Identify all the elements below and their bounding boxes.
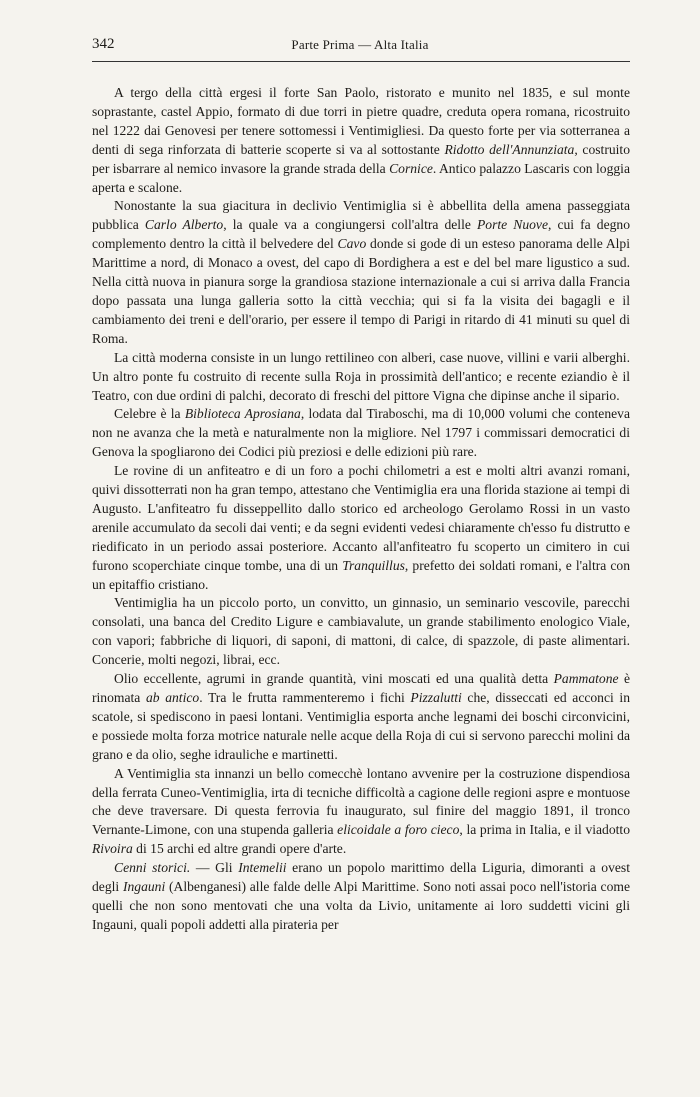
paragraph [92,405,630,462]
italic-text: Pammatone [553,671,619,687]
italic-text: Ridotto dell'Annunziata [444,141,575,157]
text-run: Le rovine di un anfiteatro e di un foro a pochi chilometri a est e molti altri avanzi romani, quivi dissotterrati non ha gran tempo, attestano che Ventimiglia era una florida stazione ai tempi di Augusto. L'anfiteatro fu disseppellito dallo storico ed archeologo Gerolamo Rossi in un vasto arenile accumulato da secoli dai venti; e da segni evidenti vedesi chiaramente ch'esso fu distrutto e riedificato in un periodo assai posteriore. Accanto all'anfiteatro fu scoperto un cimitero in cui furono scoperchiate cinque tombe, una di un [92,463,630,573]
text-run: , la prima in Italia, e il viadotto [459,822,630,838]
text-run: , prefetto dei soldati romani, e l'altra con un epitaffio cristiano. [92,557,630,592]
running-title: Parte Prima — Alta Italia [291,37,429,52]
italic-text: Cavo [337,236,367,252]
paragraph [92,859,630,935]
text-run: Celebre è la [114,406,185,422]
paragraph [92,462,630,594]
text-run: — Gli [190,860,239,876]
header-rule [92,61,630,62]
italic-text: Intemelii [238,860,287,876]
paragraph [92,349,630,406]
text-run: , costruito per isbarrare al nemico invasore la grande strada della [92,141,630,176]
text-run: è rinomata [92,671,630,705]
page-number: 342 [92,36,115,52]
text-run: A Ventimiglia sta innanzi un bello comecchè lontano avvenire per la costruzione dispendiosa della ferrata Cuneo-Ventimiglia, irta di tecniche difficoltà a cagione delle regioni aspre e montuose che deve traversare. Di questa ferrovia fu inaugurato, sul finire del maggio 1891, il tronco Vernante-Limone, con una stupenda galleria [92,765,630,838]
italic-text: Biblioteca Aprosiana [184,406,301,422]
text-run: La città moderna consiste in un lungo rettilineo con alberi, case nuove, villini e varii alberghi. Un altro ponte fu costruito di recente sulla Roja in prossimità dell'antico; e recente eziandio è il Teatro, con due ordini di palchi, decorato di freschi del pittore Vigna che dipinse anche il sipario. [92,349,630,403]
italic-text: elicoidale a foro cieco [337,822,460,838]
text-run: , lodata dal Tiraboschi, ma di 10,000 volumi che conteneva non ne avanza che la metà e naturalmente non la migliore. Nel 1797 i commissari democratici di Genova la spogliarono dei Codici più preziosi e delle edizioni più rare. [92,406,630,460]
text-run: . Antico palazzo Lascaris con loggia aperta e scalone. [92,160,630,195]
text-run: donde si gode di un esteso panorama delle Alpi Marittime a nord, di Monaco a ovest, del capo di Bordighera a est e del bel mare ligustico a sud. Nella città nuova in pianura sorge la grandiosa stazione internazionale a cui si arriva dalla Francia dopo passata una lunga galleria sotto la città vecchia; qui si fa la visita dei bagagli e il cambiamento dei treni e dell'orario, per essere il tempo di Parigi in ritardo di 41 minuti su quel di Roma. [92,236,631,346]
text-run: (Albenganesi) alle falde delle Alpi Marittime. Sono noti assai poco nell'istoria come quelli che non sono mentovati che una volta da Livio, unitamente ai loro suddetti vicini gli Ingauni, quali popoli addetti alla pirateria per [92,879,630,932]
paragraph [92,670,630,765]
text-run: A tergo della città ergesi il forte San Paolo, ristorato e munito nel 1835, e sul monte soprastante, castel Appio, formato di due torri in pietre quadre, creduta opera romana, ricostruito nel 1222 dai Genovesi per tenere sottomessi i Ventimigliesi. Da questo forte per via sotterranea a denti di sega rinforzata di batterie scoperte si va al sottostante [92,85,630,157]
page-header [92,36,628,60]
italic-text: Porte Nuove [476,217,548,233]
text-run: , la quale va a congiungersi coll'altra delle [223,217,477,233]
italic-text: Rivoira [92,841,133,857]
text-run: di 15 archi ed altre grandi opere d'arte. [132,841,347,857]
italic-text: Tranquillus [342,557,405,573]
paragraph [92,84,630,197]
paragraph [92,197,630,348]
italic-text: Pizzalutti [410,690,462,705]
text-run: erano un popolo marittimo della Liguria, dimoranti a ovest degli [92,860,630,895]
text-run: Olio eccellente, agrumi in grande quantità, vini moscati ed una qualità detta [114,671,554,687]
italic-text: Cornice [389,160,433,176]
text-run: Ventimiglia ha un piccolo porto, un convitto, un ginnasio, un seminario vescovile, parecchi consolati, una banca del Credito Ligure e cambiavalute, un grande stabilimento enologico Viale, con vapori; fabbriche di liquori, di saponi, di mattoni, di calce, di spazzole, di paste alimentari. Concerie, molti negozi, librai, ecc. [92,595,630,668]
text-run: che, disseccati ed acconci in scatole, si spediscono in paesi lontani. Ventimiglia esporta anche legnami dei boschi circonvicini, e possiede molta forza motrice naturale nelle acque della Roja di cui si servono parecchi molini da grano e da olio, seghe idrauliche e martinetti. [92,690,631,762]
italic-text: Cenni storici. [114,860,191,876]
italic-text: Ingauni [122,879,166,895]
italic-text: Carlo Alberto [144,217,224,233]
text-run: . Tra le frutta rammenteremo i fichi [199,690,411,705]
body-text [92,84,630,935]
italic-text: ab antico [145,690,200,705]
text-run: , cui fa degno complemento dentro la città il belvedere del [92,217,631,252]
paragraph [92,765,630,860]
text-run: Nonostante la sua giacitura in declivio Ventimiglia si è abbellita della amena passeggiata pubblica [92,198,630,233]
paragraph [92,594,630,670]
